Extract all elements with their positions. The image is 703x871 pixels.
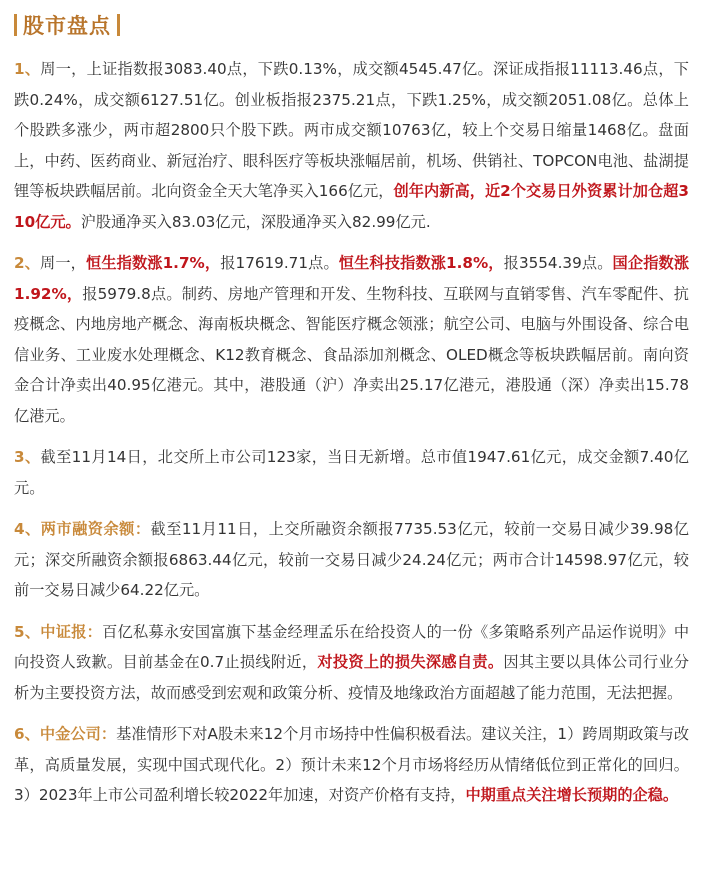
- item-text: 报17619.71点。: [220, 254, 339, 272]
- item-text: 沪股通净买入83.03亿元，深股通净买入82.99亿元.: [80, 212, 431, 231]
- title-right-bar: [117, 14, 120, 36]
- item-highlight: 创年内新高，近2个交易日外资累计加仓超310亿元。: [14, 182, 689, 231]
- item-text: 报5979.8点。制药、房地产管理和开发、生物科技、互联网与直销零售、汽车零配件、抗疫概念、内地房地产概念、海南板块概念、智能医疗概念领涨；航空公司、电脑与外围设备、综合电信业务、工业废水处理概念、K12教育概念、食品添加剂概念、OLED概念等板块跌幅居前。南向资金合计净卖出40.95亿港元。其中，港股通（沪）净卖出25.17亿港元，港股通（深）净卖出15.78亿港元。: [14, 284, 689, 425]
- item-number: 1、: [14, 60, 41, 78]
- item-source-tag: 中证报：: [40, 622, 103, 641]
- title-left-bar: [14, 14, 17, 36]
- item-text: 因其主要以具体公司行业分析为主要投资方法，故而感受到宏观和政策分析、疫情及地缘政治方面超越了能力范围，无法把握。: [14, 653, 690, 702]
- item-number: 4、: [14, 520, 41, 538]
- news-item-6: [14, 719, 689, 811]
- item-text: 截至11月14日，北交所上市公司123家，当日无新增。总市值1947.61亿元，成交金额7.40亿元。: [14, 448, 689, 497]
- item-number: 2、: [14, 254, 41, 272]
- item-text: 截至11月11日，上交所融资余额报7735.53亿元，较前一交易日减少39.98亿元；深交所融资余额报6863.44亿元，较前一交易日减少24.24亿元；两市合计14598.97亿元，较前一交易日减少64.22亿元。: [14, 520, 689, 599]
- section-header: [14, 8, 689, 42]
- item-highlight: 国企指数涨1.92%，: [14, 254, 690, 303]
- news-item-5: [14, 617, 689, 709]
- item-highlight: 恒生科技指数涨1.8%，: [338, 254, 504, 272]
- item-text: 周一，上证指数报3083.40点，下跌0.13%，成交额4545.47亿。深证成指报11113.46点，下跌0.24%，成交额6127.51亿。创业板指报2375.21点，下跌1.25%，成交额2051.08亿。总体上个股跌多涨少，两市超2800只个股下跌。两市成交额10763亿，较上个交易日缩量1468亿。盘面上，中药、医药商业、新冠治疗、眼科医疗等板块涨幅居前，机场、供销社、TOPCON电池、盐湖提锂等板块跌幅居前。北向资金全天大笔净买入166亿元，: [14, 60, 689, 200]
- news-item-4: [14, 514, 689, 606]
- item-highlight: 中期重点关注增长预期的企稳。: [465, 786, 679, 804]
- item-number: 6、: [14, 725, 40, 743]
- news-item-1: [14, 54, 689, 237]
- news-item-2: [14, 248, 689, 431]
- item-number: 5、: [14, 622, 41, 641]
- item-number: 3、: [14, 448, 41, 466]
- item-text: 报3554.39点。: [503, 254, 613, 272]
- item-text: 周一，: [40, 254, 86, 272]
- item-source-tag: 中金公司：: [39, 725, 117, 743]
- item-text: 基准情形下对A股未来12个月市场持中性偏积极看法。建议关注，1）跨周期政策与改革，高质量发展，实现中国式现代化。2）预计未来12个月市场将经历从情绪低位到正常化的回归。3）2023年上市公司盈利增长较2022年加速，对资产价格有支持，: [14, 725, 690, 804]
- section-title: 股市盘点: [23, 14, 111, 38]
- item-text: 百亿私募永安国富旗下基金经理孟乐在给投资人的一份《多策略系列产品运作说明》中向投资人致歉。目前基金在0.7止损线附近，: [14, 622, 690, 671]
- item-highlight: 恒生指数涨1.7%，: [86, 254, 221, 272]
- item-source-tag: 两市融资余额：: [40, 520, 151, 538]
- news-item-3: [14, 442, 689, 503]
- item-highlight: 对投资上的损失深感自责。: [317, 653, 504, 671]
